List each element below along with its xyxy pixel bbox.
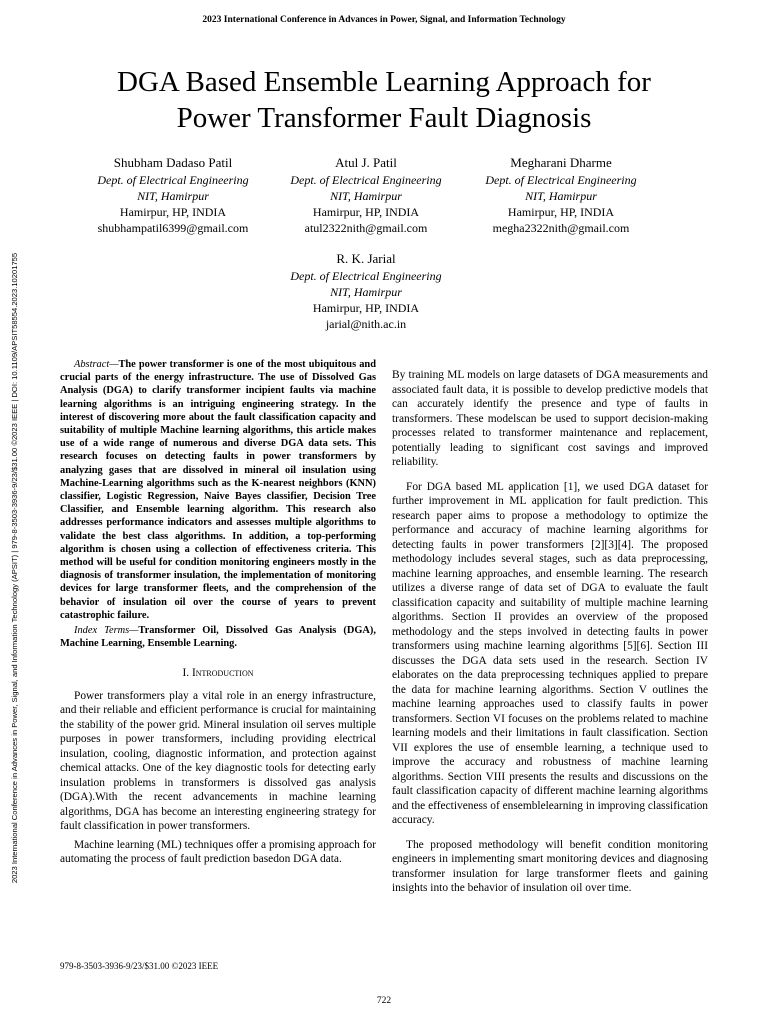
author-city: Hamirpur, HP, INDIA: [119, 205, 227, 219]
author-block-1: [73, 154, 273, 236]
author-name: R. K. Jarial: [336, 251, 396, 266]
author-city: Hamirpur, HP, INDIA: [507, 205, 615, 219]
author-dept: Dept. of Electrical Engineering: [485, 173, 637, 187]
index-terms: [60, 624, 376, 650]
author-institution: NIT, Hamirpur: [330, 189, 402, 203]
author-dept: Dept. of Electrical Engineering: [290, 269, 442, 283]
author-block-2: [266, 154, 466, 236]
author-city: Hamirpur, HP, INDIA: [312, 301, 420, 315]
paper-title: [40, 64, 728, 136]
author-name: Megharani Dharme: [510, 155, 612, 170]
conference-header: 2023 International Conference in Advances in Power, Signal, and Information Technology: [202, 15, 566, 25]
author-institution: NIT, Hamirpur: [137, 189, 209, 203]
abstract-text: The power transformer is one of the most ubiquitous and crucial parts of the energy infrastructure. The use of Dissolved Gas Analysis (DGA) to clarify transformer incipient faults via machine learning algorithms is an intriguing engineering strategy. In the interest of discovering more about the fault classification capacity and suitability of multiple Machine learning algorithms, this article makes use of a wide range of numerous and diverse DGA data sets. This research focuses on detecting faults in power transformers by analyzing gases that are dissolved in mineral oil insulation using Machine-Learning algorithms such as the K-nearest neighbors (KNN) classifier, Logistic Regression, Naive Bayes classifier, Decision Tree Classifier, and Ensemble learning algorithm. This research also addresses performance indicators and assesses multiple algorithms to validate the best class algorithms. In addition, a top-performing algorithm is chosen using a collection of effectiveness criteria. This method will be useful for condition monitoring engineers mostly in the diagnosis of transformer insulation, the implementation of monitoring devices for large transformer fleets, and the comprehension of the behavior of insulation oil over the course of years to prevent catastrophic failure.: [60, 359, 376, 621]
right-column: [392, 368, 708, 896]
title-line-2: Power Transformer Fault Diagnosis: [176, 102, 592, 134]
side-metadata-strip: 2023 International Conference in Advances in Power, Signal, and Information Technology (APSIT) | 979-8-3503-3936-9/23/$31.00 ©2023 IEEE | DOI: 10.1109/APSIT58554.2023.10201755: [10, 252, 19, 884]
title-line-1: DGA Based Ensemble Learning Approach for: [117, 66, 651, 98]
section-heading-introduction: I. Introduction: [182, 667, 254, 680]
author-dept: Dept. of Electrical Engineering: [97, 173, 249, 187]
author-name: Shubham Dadaso Patil: [113, 155, 233, 170]
author-block-3: [461, 154, 661, 236]
author-block-4: [266, 250, 466, 332]
left-column: [60, 358, 376, 867]
author-institution: NIT, Hamirpur: [330, 285, 402, 299]
author-email[interactable]: jarial@nith.ac.in: [325, 317, 407, 331]
index-terms-label: Index Terms—: [74, 625, 139, 637]
author-name: Atul J. Patil: [335, 155, 397, 170]
author-email[interactable]: megha2322nith@gmail.com: [492, 221, 630, 235]
intro-paragraph-2: Machine learning (ML) techniques offer a promising approach for automating the process of fault prediction basedon DGA data.: [60, 838, 376, 866]
index-terms-text: Transformer Oil, Dissolved Gas Analysis (DGA), Machine Learning, Ensemble Learning.: [60, 625, 376, 650]
right-paragraph-3: The proposed methodology will benefit condition monitoring engineers in implementing smart monitoring devices and diagnosing transformer insulation for large transformer fleets and gaining insights into the behavior of insulation oil over time.: [392, 838, 708, 894]
abstract-label: Abstract—: [74, 359, 119, 370]
page-number: 722: [376, 996, 392, 1006]
copyright-footer: 979-8-3503-3936-9/23/$31.00 ©2023 IEEE: [60, 961, 219, 971]
right-paragraph-1: By training ML models on large datasets of DGA measurements and associated fault data, it is possible to develop predictive models that can accurately identify the presence and type of faults in transformers. These modelscan be used to support decision-making processes related to transformer maintenance and replacement, potentially leading to significant cost savings and improved reliability.: [392, 369, 708, 468]
author-institution: NIT, Hamirpur: [525, 189, 597, 203]
author-dept: Dept. of Electrical Engineering: [290, 173, 442, 187]
author-city: Hamirpur, HP, INDIA: [312, 205, 420, 219]
intro-paragraph-1: Power transformers play a vital role in an energy infrastructure, and their reliable and efficient performance is crucial for maintaining the stability of the power grid. Mineral insulation oil serves multiple purposes in power transformers, including providing electrical insulation, cooling, diagnostic information, and protection against chemical attacks. One of the key diagnostic tools for detecting early insulation problems in transformers is dissolved gas analysis (DGA).With the recent advancements in machine learning algorithms, DGA has become an interesting engineering strategy for fault classification in power transformers.: [60, 689, 376, 833]
author-email[interactable]: atul2322nith@gmail.com: [304, 221, 428, 235]
author-email[interactable]: shubhampatil6399@gmail.com: [97, 221, 249, 235]
right-paragraph-2: For DGA based ML application [1], we used DGA dataset for further improvement in ML application for fault prediction. This research paper aims to propose a methodology to optimize the performance and accuracy of machine learning algorithms for detecting faults in power transformers [2][3][4]. The proposed methodology includes several stages, such as data preprocessing, machine learning approaches, and ensemble learning. The research utilizes a diverse range of data set of DGA to evaluate the fault classification capacity and suitability of multiple machine learning algorithms. Section II provides an overview of the proposed methodology and the steps involved in detecting faults in power transformers using machine learning algorithms [5][6]. Section III discusses the DGA data sets used in the research. Section IV elaborates on the data preprocessing techniques applied to prepare the data for machine learning algorithms. Section V outlines the machine learning approaches used to classify faults in power transformers. Section VI focuses on the problems related to machine learning models and their limitations in fault classification. Section VII explores the use of ensemble learning, a technique used to improve the accuracy and robustness of machine learning algorithms. Section VIII presents the results and discussions on the fault classification capacity of different machine learning algorithms and the effectiveness of ensemblelearning in improving classification accuracy.: [392, 480, 708, 826]
abstract: [60, 358, 376, 622]
